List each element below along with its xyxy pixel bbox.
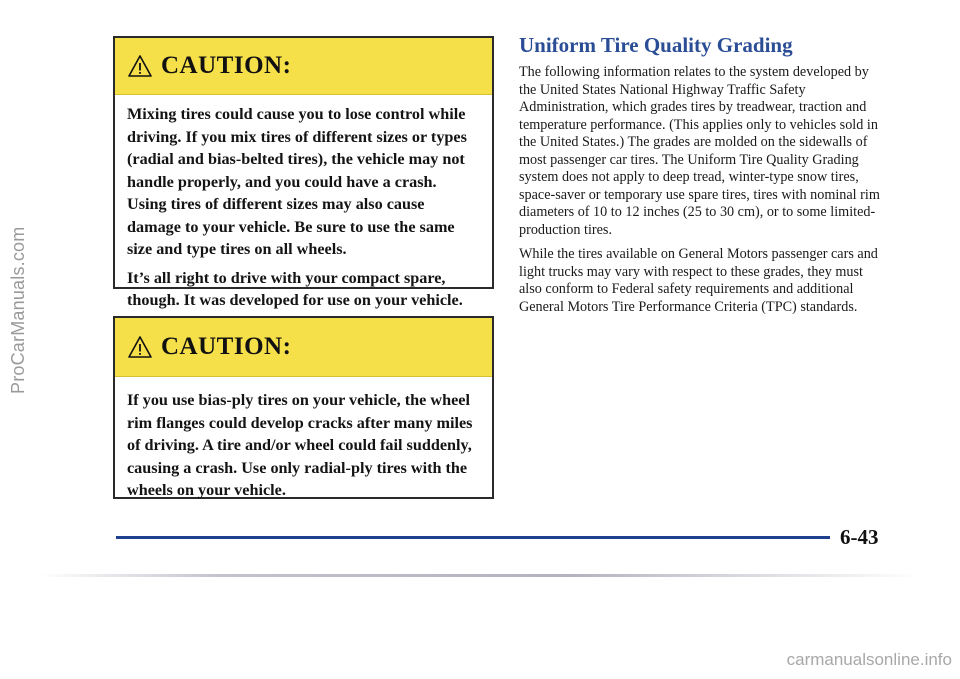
page-number: 6-43 bbox=[840, 525, 879, 549]
caution-title: CAUTION: bbox=[161, 52, 292, 79]
caution-paragraph: Mixing tires could cause you to lose control while driving. If you mix tires of different sizes or types (radial and bias-belted tires), the vehicle may not handle properly, and you could have a crash. Using tires of different sizes may also cause damage to your vehicle. Be sure to use the same size and type tires on all wheels. bbox=[127, 105, 467, 258]
warning-triangle-icon bbox=[127, 54, 153, 78]
caution-body bbox=[115, 377, 492, 502]
section-title: Uniform Tire Quality Grading bbox=[519, 33, 793, 57]
footer-watermark: carmanualsonline.info bbox=[786, 650, 952, 669]
scan-edge-shadow bbox=[40, 574, 920, 577]
caution-paragraph: It’s all right to drive with your compact spare, though. It was developed for use on your vehicle. bbox=[127, 268, 463, 309]
caution-body bbox=[115, 95, 492, 312]
caution-header bbox=[115, 318, 492, 377]
caution-box-bias-ply bbox=[113, 316, 494, 499]
section-paragraph: While the tires available on General Motors passenger cars and light trucks may vary with respect to these grades, they must also conform to Federal safety requirements and additional General Motors Tire Performance Criteria (TPC) standards. bbox=[519, 246, 878, 315]
warning-triangle-icon bbox=[127, 335, 153, 359]
section-body bbox=[519, 64, 887, 323]
caution-box-mixing-tires bbox=[113, 36, 494, 309]
caution-title: CAUTION: bbox=[161, 333, 292, 360]
caution-header bbox=[115, 38, 492, 95]
side-watermark: ProCarManuals.com bbox=[8, 226, 28, 394]
footer-rule bbox=[116, 536, 830, 539]
section-paragraph: The following information relates to the system developed by the United States National Highway Traffic Safety Administration, which grades tires by treadwear, traction and temperature performance. (This applies only to vehicles sold in the United States.) The grades are molded on the sidewalls of most passenger car tires. The Uniform Tire Quality Grading system does not apply to deep tread, winter-type snow tires, space-saver or temporary use spare tires, tires with nominal rim diameters of 10 to 12 inches (25 to 30 cm), or to some limited-production tires. bbox=[519, 64, 880, 238]
caution-paragraph: If you use bias-ply tires on your vehicle, the wheel rim flanges could develop cracks after many miles of driving. A tire and/or wheel could fail suddenly, causing a crash. Use only radial-ply tires with the wheels on your vehicle. bbox=[127, 391, 473, 499]
